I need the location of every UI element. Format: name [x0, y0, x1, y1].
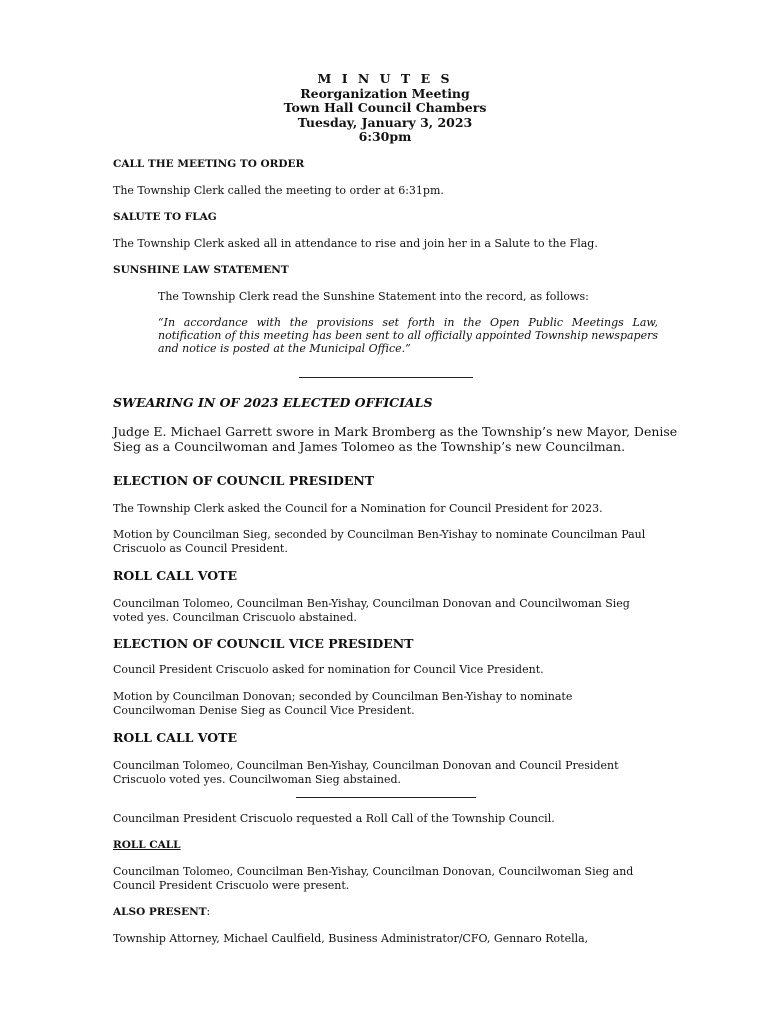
- also-present-colon: :: [206, 905, 211, 918]
- roll-vote-heading-1: ROLL CALL VOTE: [113, 568, 237, 583]
- roll-vote-text-2: Councilman Tolomeo, Councilman Ben-Yishay, Councilman Donovan and Council President Criscuolo voted yes. Councilwoman Sieg abstained.: [113, 759, 619, 786]
- meeting-time: 6:30pm: [358, 129, 412, 144]
- document-header: [0, 72, 770, 145]
- call-to-order-text: The Township Clerk called the meeting to order at 6:31pm.: [113, 184, 444, 197]
- section-divider: [299, 377, 473, 378]
- president-text-1: The Township Clerk asked the Council for a Nomination for Council President for 2023.: [113, 502, 603, 515]
- meeting-date: Tuesday, January 3, 2023: [297, 114, 473, 130]
- roll-vote-text-1: Councilman Tolomeo, Councilman Ben-Yishay, Councilman Donovan and Councilwoman Sieg voted yes. Councilman Criscuolo abstained.: [113, 597, 630, 624]
- meeting-location: Town Hall Council Chambers: [283, 100, 487, 115]
- section-divider: [296, 797, 476, 798]
- salute-heading: SALUTE TO FLAG: [113, 211, 217, 223]
- sunshine-text: The Township Clerk read the Sunshine Statement into the record, as follows:: [158, 290, 589, 303]
- vice-text-1: Council President Criscuolo asked for nomination for Council Vice President.: [113, 663, 544, 676]
- also-present-text: Township Attorney, Michael Caulfield, Business Administrator/CFO, Gennaro Rotella,: [113, 932, 589, 945]
- swearing-text: Judge E. Michael Garrett swore in Mark Bromberg as the Township’s new Mayor, Denise Sieg as a Councilwoman and James Tolomeo as the Township’s new Councilman.: [113, 424, 678, 454]
- document-title: M I N U T E S: [317, 71, 453, 86]
- also-present-line: [113, 905, 673, 920]
- also-present-heading: ALSO PRESENT: [113, 906, 207, 918]
- vice-text-2: Motion by Councilman Donovan; seconded by Councilman Ben-Yishay to nominate Councilwoman Denise Sieg as Council Vice President.: [113, 690, 573, 717]
- swearing-heading: SWEARING IN OF 2023 ELECTED OFFICIALS: [113, 395, 433, 410]
- roll-call-heading: ROLL CALL: [113, 839, 181, 851]
- call-to-order-heading: CALL THE MEETING TO ORDER: [113, 158, 305, 170]
- president-text-2: Motion by Councilman Sieg, seconded by Councilman Ben-Yishay to nominate Councilman Paul Criscuolo as Council President.: [113, 528, 646, 555]
- sunshine-quote: “In accordance with the provisions set forth in the Open Public Meetings Law, notification of this meeting has been sent to all officially appointed Township newspapers and notice is posted at the Municipal Office.”: [158, 316, 658, 355]
- vice-heading: ELECTION OF COUNCIL VICE PRESIDENT: [113, 636, 414, 651]
- roll-request-text: Councilman President Criscuolo requested a Roll Call of the Township Council.: [113, 812, 555, 825]
- roll-call-text: Councilman Tolomeo, Councilman Ben-Yishay, Councilman Donovan, Councilwoman Sieg and Council President Criscuolo were present.: [113, 865, 634, 892]
- roll-vote-heading-2: ROLL CALL VOTE: [113, 730, 237, 745]
- sunshine-heading: SUNSHINE LAW STATEMENT: [113, 264, 289, 276]
- president-heading: ELECTION OF COUNCIL PRESIDENT: [113, 473, 375, 488]
- meeting-type: Reorganization Meeting: [300, 85, 470, 101]
- salute-text: The Township Clerk asked all in attendance to rise and join her in a Salute to the Flag.: [113, 237, 598, 250]
